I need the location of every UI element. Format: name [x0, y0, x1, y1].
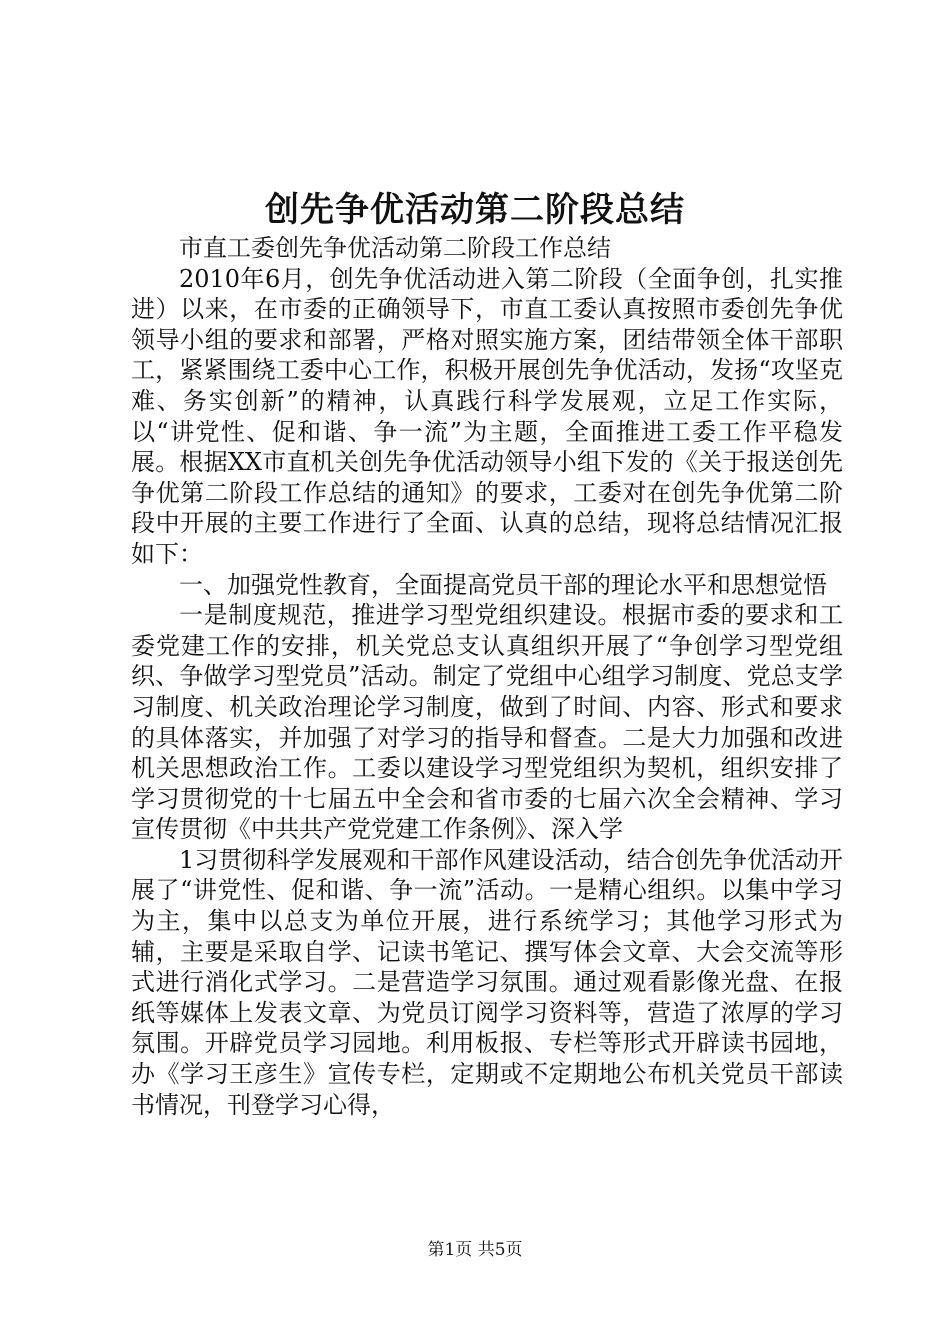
- section-heading-1: 一、加强党性教育，全面提高党员干部的理论水平和思想觉悟: [179, 570, 827, 599]
- document-body: [131, 233, 843, 1120]
- paragraph-institution: 一是制度规范，推进学习型党组织建设。根据市委的要求和工委党建工作的安排，机关党总支认真组织开展了“争创学习型党组织、争做学习型党员”活动。制定了党组中心组学习制度、党总支学习制度、机关政治理论学习制度，做到了时间、内容、形式和要求的具体落实，并加强了对学习的指导和督查。二是大力加强和改进机关思想政治工作。工委以建设学习型党组织为契机，组织安排了学习贯彻党的十七届五中全会和省市委的七届六次全会精神、学习宣传贯彻《中共共产党党建工作条例》、深入学: [131, 601, 843, 844]
- paragraph-intro: 2010年6月，创先争优活动进入第二阶段（全面争创，扎实推进）以来，在市委的正确领导下，市直工委认真按照市委创先争优领导小组的要求和部署，严格对照实施方案，团结带领全体干部职工，紧紧围绕工委中心工作，积极开展创先争优活动，发扬“攻坚克难、务实创新”的精神，认真践行科学发展观，立足工作实际，以“讲党性、促和谐、争一流”为主题，全面推进工委工作平稳发展。根据XX市直机关创先争优活动领导小组下发的《关于报送创先争优第二阶段工作总结的通知》的要求，工委对在创先争优第二阶段中开展的主要工作进行了全面、认真的总结，现将总结情况汇报如下：: [131, 264, 843, 568]
- paragraph-subtitle: 市直工委创先争优活动第二阶段工作总结: [179, 234, 611, 262]
- paragraph-study-activities: 1习贯彻科学发展观和干部作风建设活动，结合创先争优活动开展了“讲党性、促和谐、争一流”活动。一是精心组织。以集中学习为主，集中以总支为单位开展，进行系统学习；其他学习形式为辅，主要是采取自学、记读书笔记、撰写体会文章、大会交流等形式进行消化式学习。二是营造学习氛围。通过观看影像光盘、在报纸等媒体上发表文章、为党员订阅学习资料等，营造了浓厚的学习氛围。开辟党员学习园地。利用板报、专栏等形式开辟读书园地，办《学习王彦生》宣传专栏，定期或不定期地公布机关党员干部读书情况，刊登学习心得，: [131, 845, 843, 1119]
- page-title: 创先争优活动第二阶段总结: [265, 190, 685, 230]
- page-footer: 第1页 共5页: [427, 1240, 523, 1260]
